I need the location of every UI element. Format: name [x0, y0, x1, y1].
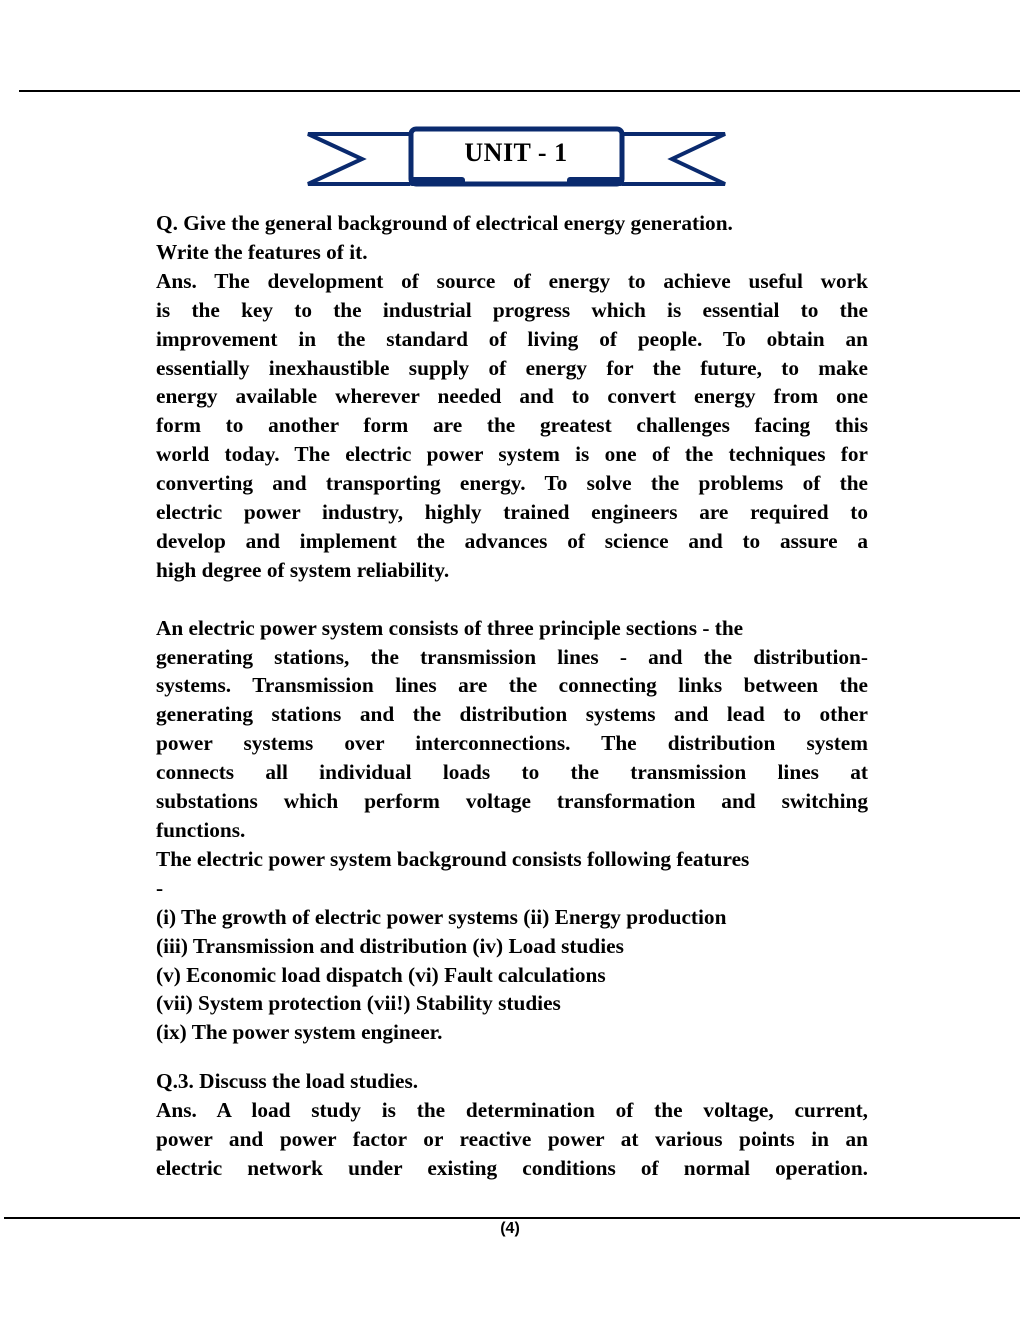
body-line: functions. — [156, 818, 246, 843]
answer-line: power and power factor or reactive power at various points in an — [156, 1127, 868, 1152]
feature-item: (iii) Transmission and distribution (iv) Load studies — [156, 933, 624, 958]
body-line: substations which perform voltage transformation and switching — [156, 789, 868, 814]
answer-line: converting and transporting energy. To solve the problems of the — [156, 471, 868, 496]
body-line: connects all individual loads to the transmission lines at — [156, 760, 868, 785]
answer-line: form to another form are the greatest challenges facing this — [156, 413, 868, 438]
body-line: generating stations and the distribution systems and lead to other — [156, 702, 868, 727]
answer-line: high degree of system reliability. — [156, 557, 450, 582]
feature-item: (i) The growth of electric power systems (ii) Energy production — [156, 904, 727, 929]
answer-line: Ans. A load study is the determination of the voltage, current, — [156, 1098, 868, 1123]
question-1 — [156, 209, 868, 267]
paragraph-2 — [156, 614, 868, 845]
answer-line: electric network under existing conditions of normal operation. — [156, 1155, 868, 1180]
answer-line: Ans. The development of source of energy to achieve useful work — [156, 268, 868, 293]
answer-line: world today. The electric power system is one of the techniques for — [156, 442, 868, 467]
body-line: systems. Transmission lines are the connecting links between the — [156, 673, 868, 698]
unit-title: UNIT - 1 — [464, 138, 568, 167]
features-section — [156, 845, 868, 1047]
question-line: Q. Give the general background of electrical energy generation. — [156, 211, 733, 235]
feature-item: (v) Economic load dispatch (vi) Fault calculations — [156, 962, 606, 987]
answer-line: improvement in the standard of living of people. To obtain an — [156, 326, 868, 351]
page-number: (4) — [500, 1220, 520, 1237]
answer-line: is the key to the industrial progress which is essential to the — [156, 297, 868, 322]
answer-line: essentially inexhaustible supply of energy for the future, to make — [156, 355, 868, 380]
body-line: An electric power system consists of three principle sections - the — [156, 615, 744, 640]
feature-item: (vii) System protection (vii!) Stability studies — [156, 991, 561, 1016]
question-3 — [156, 1067, 868, 1183]
unit-banner — [305, 125, 730, 190]
features-dash: - — [156, 875, 164, 900]
answer-line: develop and implement the advances of science and to assure a — [156, 528, 868, 553]
answer-line: electric power industry, highly trained engineers are required to — [156, 500, 868, 525]
feature-item: (ix) The power system engineer. — [156, 1020, 443, 1045]
features-intro: The electric power system background consists following features — [156, 846, 750, 871]
document-body — [156, 209, 868, 1183]
paragraph-gap — [156, 1047, 868, 1067]
question-title: Q.3. Discuss the load studies. — [156, 1069, 419, 1094]
question-line: Write the features of it. — [156, 239, 368, 264]
body-line: generating stations, the transmission lines - and the distribution- — [156, 644, 868, 669]
body-line: power systems over interconnections. The distribution system — [156, 731, 868, 756]
header-rule — [19, 90, 1020, 92]
answer-1 — [156, 267, 868, 585]
answer-line: energy available wherever needed and to convert energy from one — [156, 384, 868, 409]
paragraph-gap — [156, 585, 868, 614]
footer-rule — [4, 1217, 1020, 1219]
